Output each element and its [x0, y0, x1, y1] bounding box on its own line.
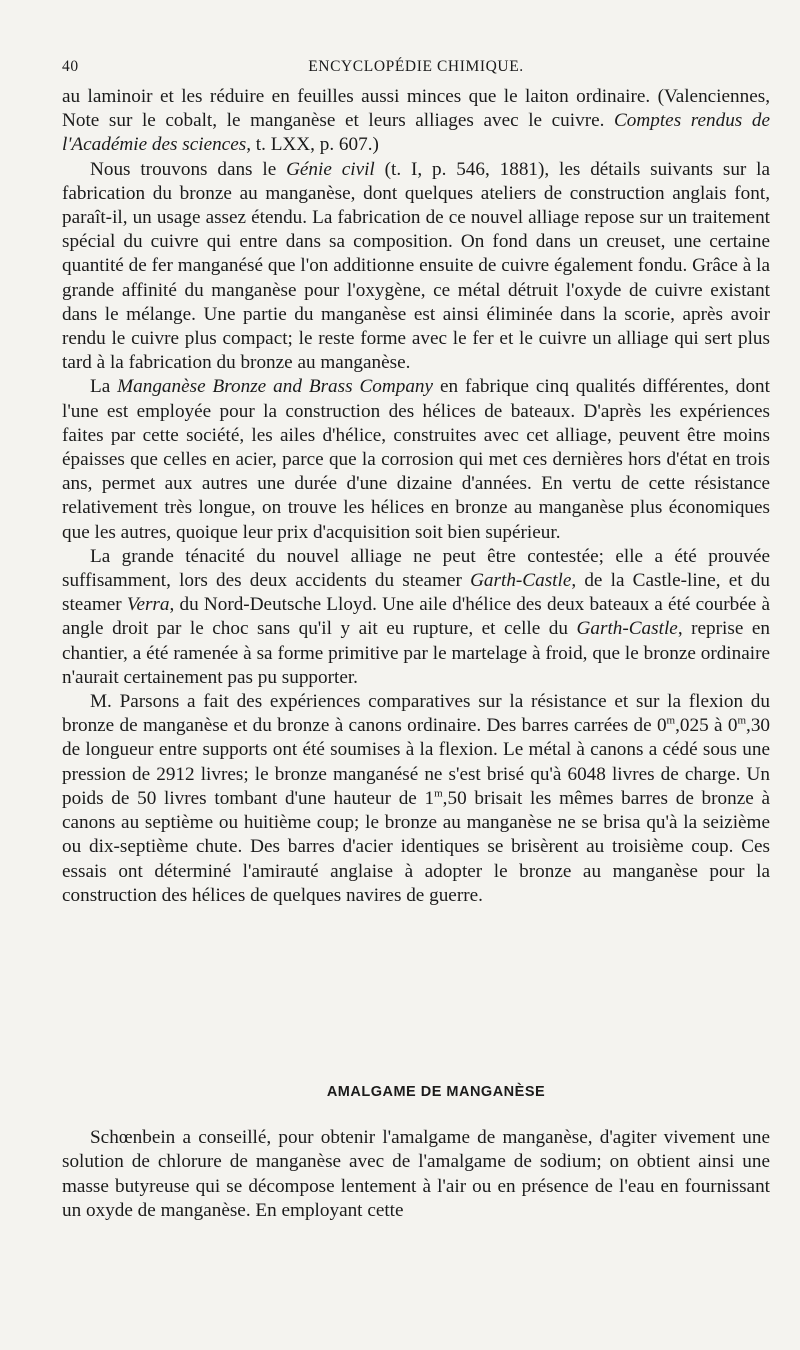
text-run: (t. I, p. 546, 1881), les détails suivants sur la fabrication du bronze au manganèse, dont quelques ateliers de construction anglais font, paraît-il, un usage assez étendu. La fabrication de ce nouvel alliage repose sur un traitement spécial du cuivre qui entre dans sa composition. On fond dans un creuset, une certaine quantité de fer manganésé que l'on additionne ensuite de cuivre également fondu. Grâce à la grande affinité du manganèse pour l'oxygène, ce métal détruit l'oxyde de cuivre existant dans le mélange. Une partie du manganèse est ainsi éliminée dans la scorie, après avoir rendu le cuivre plus compact; le reste forme avec le fer et le cuivre un alliage qui sert plus tard à la fabrication du bronze au manganèse.	[62, 158, 771, 374]
page-number: 40	[62, 58, 79, 75]
unit-superscript: m	[666, 714, 676, 727]
text-run: ,025 à 0	[675, 715, 738, 737]
text-run: , de la Castle-line, et du steamer	[62, 570, 770, 616]
text-run: en fabrique cinq qualités différentes, dont l'une est employée pour la construction des hélices de bateaux. D'après les expériences faites par cette société, les ailes d'hélice, construites avec cet alliage, peuvent être moins épaisses que celles en acier, parce que la corrosion qui met ces dernières hors d'état en trois ans, permet aux autres une durée d'une dizaine d'années. En vertu de cette résistance relativement très longue, on trouve les hélices en bronze au manganèse plus économiques que les autres, quoique leur prix d'acquisition soit bien supérieur.	[62, 376, 770, 543]
section-paragraph: Schœnbein a conseillé, pour obtenir l'amalgame de manganèse, d'agiter vivement une solution de chlorure de manganèse avec de l'amalgame de sodium; on obtient ainsi une masse butyreuse qui se décompose lentement à l'air ou en présence de l'eau en fournissant un oxyde de manganèse. En employant cette	[62, 1127, 770, 1221]
text-run: , reprise en chantier, a été ramenée à sa forme primitive par le martelage à froid, que le bronze ordinaire n'aurait certainement pas pu supporter.	[62, 618, 770, 688]
text-run: , du Nord-Deutsche Lloyd. Une aile d'hélice des deux bateaux a été courbée à angle droit par le choc sans qu'il y ait eu rupture, et celle du	[62, 594, 770, 640]
text-run: , t. LXX, p. 607.)	[246, 134, 379, 156]
text-run: au laminoir et les réduire en feuilles aussi minces que le laiton ordinaire. (Valenciennes, Note sur le cobalt, le manganèse et leurs alliages avec le cuivre.	[62, 86, 770, 132]
paragraph-1	[62, 85, 770, 158]
unit-superscript: m	[737, 714, 747, 727]
italic-company-name: Manganèse Bronze and Brass Company	[117, 376, 434, 398]
unit-superscript: m	[434, 787, 443, 800]
running-head	[62, 58, 770, 80]
paragraph-5	[62, 690, 770, 908]
paragraph-4	[62, 545, 770, 690]
text-run: M. Parsons a fait des expériences comparatives sur la résistance et sur la flexion du bronze de manganèse et du bronze à canons ordinaire. Des barres carrées de 0	[62, 691, 770, 737]
text-run: ,50 brisait les mêmes barres de bronze à canons au septième ou huitième coup; le bronze au manganèse ne se brisa qu'à la seizième ou dix-septième chute. Des barres d'acier identiques se brisèrent au troisième coup. Ces essais ont déterminé l'amirauté anglaise à adopter le bronze au manganèse pour la construction des hélices de quelques navires de guerre.	[62, 787, 770, 906]
italic-citation: Génie civil	[286, 158, 375, 180]
italic-ship-name: Garth-Castle	[470, 570, 572, 592]
section-amalgame	[62, 1080, 770, 1223]
text-run: La grande ténacité du nouvel alliage ne peut être contestée; elle a été prouvée suffisamment, lors des deux accidents du steamer	[62, 545, 770, 592]
italic-ship-name: Verra	[126, 594, 170, 616]
text-run: ,30 de longueur entre supports ont été soumises à la flexion. Le métal à canons a cédé sous une pression de 2912 livres; le bronze manganésé ne s'est brisé qu'à 6048 livres de charge. Un poids de 50 livres tombant d'une hauteur de 1	[62, 715, 770, 809]
section-heading: AMALGAME DE MANGANÈSE	[326, 1084, 546, 1100]
italic-citation: Comptes rendus de l'Académie des sciences	[62, 110, 770, 156]
paragraph-2	[62, 158, 770, 376]
running-title: ENCYCLOPÉDIE CHIMIQUE.	[308, 58, 524, 75]
italic-ship-name: Garth-Castle	[576, 618, 678, 640]
paragraph-3	[62, 375, 770, 544]
text-run: La	[90, 376, 118, 398]
text-run: Nous trouvons dans le	[90, 158, 287, 180]
body-text	[62, 85, 770, 908]
